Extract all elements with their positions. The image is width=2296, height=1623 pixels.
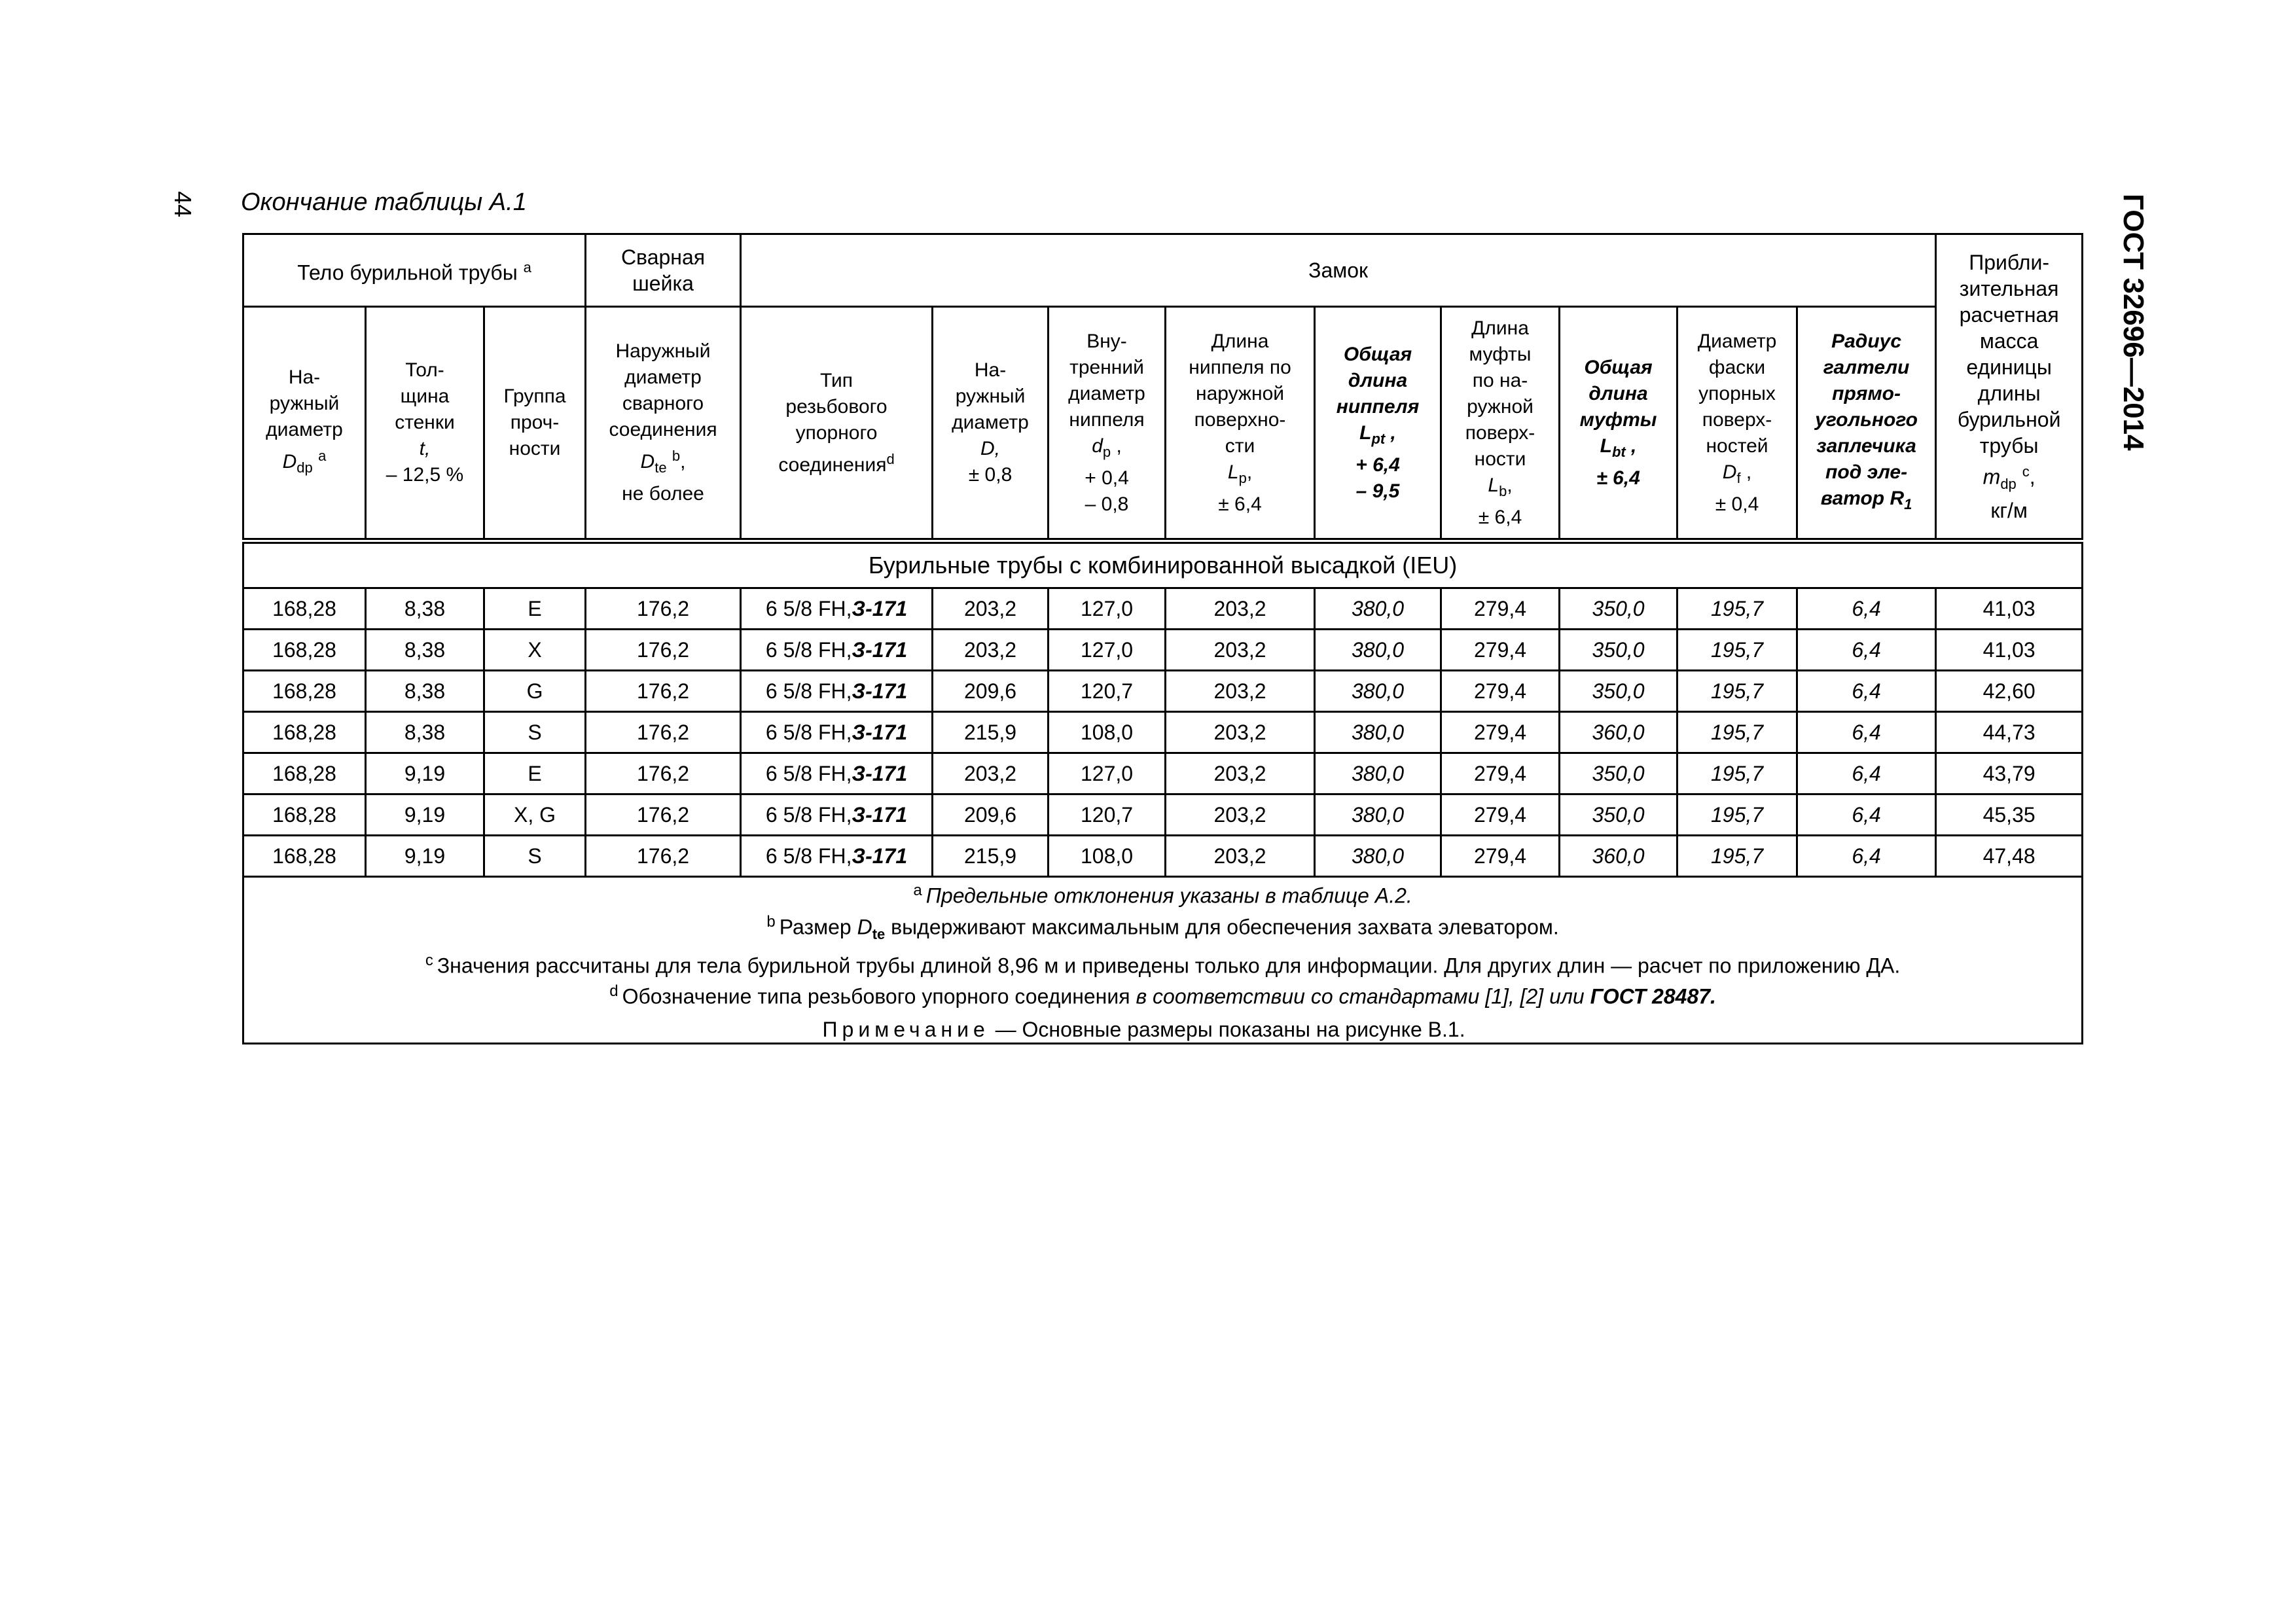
table-caption: Окончание таблицы А.1 [241, 188, 527, 216]
header-radius: Радиус галтели прямо- угольного заплечика под эле- ватор $R_1$ [1797, 307, 1936, 541]
header-grade: Группа проч- ности [484, 307, 586, 541]
cell-grade: E [484, 753, 586, 794]
cell-outer-diameter: 168,28 [243, 712, 366, 753]
cell-thread-type: 6 5/8 FH,З-171 [741, 794, 933, 836]
cell-pin-total: 380,0 [1315, 671, 1441, 712]
header-weld-diameter: Наружный диаметр сварного соединения $D_{te}$ $^b$, не более [586, 307, 741, 541]
footnote-d: $^d$ Обозначение типа резьбового упорного соединения в соответствии со стандартами [1], [2] или ГОСТ 28487. [609, 982, 1716, 1009]
cell-thread-type: 6 5/8 FH,З-171 [741, 630, 933, 671]
header-chamfer: Диаметр фаски упорных поверх- ностей $D_f$ , ± 0,4 [1677, 307, 1797, 541]
header-outer-diameter: На- ружный диаметр $D_{dp}$ $^a$ [243, 307, 366, 541]
cell-joint-od: 203,2 [933, 588, 1049, 630]
footnote-a: $^a$ Предельные отклонения указаны в таблице А.2. [913, 882, 1412, 908]
header-box-total: Общая длина муфты $L_{bt}$ , ± 6,4 [1560, 307, 1677, 541]
cell-box-length: 279,4 [1441, 712, 1560, 753]
cell-approx-mass: 47,48 [1936, 836, 2083, 877]
table-row [243, 794, 2083, 836]
cell-box-total: 350,0 [1560, 753, 1677, 794]
cell-outer-diameter: 168,28 [243, 671, 366, 712]
cell-wall-thickness: 8,38 [366, 630, 484, 671]
cell-radius: 6,4 [1797, 630, 1936, 671]
cell-box-length: 279,4 [1441, 588, 1560, 630]
cell-pin-length: 203,2 [1166, 794, 1315, 836]
cell-wall-thickness: 8,38 [366, 712, 484, 753]
standard-code: ГОСТ 32696—2014 [2117, 194, 2149, 451]
cell-thread-type: 6 5/8 FH,З-171 [741, 753, 933, 794]
cell-pin-length: 203,2 [1166, 753, 1315, 794]
footnote-c: $^c$ Значения рассчитаны для тела бурильной трубы длиной 8,96 м и приведены только для информации. Для других длин — расчет по приложению ДА. [425, 951, 1901, 978]
cell-box-total: 360,0 [1560, 836, 1677, 877]
cell-box-total: 350,0 [1560, 671, 1677, 712]
cell-joint-od: 209,6 [933, 671, 1049, 712]
cell-weld-diameter: 176,2 [586, 671, 741, 712]
table-row [243, 712, 2083, 753]
cell-thread-type: 6 5/8 FH,З-171 [741, 712, 933, 753]
cell-grade: S [484, 836, 586, 877]
footnote-b: $^b$ Размер $D_{te}$ выдерживают максимальным для обеспечения захвата элеватором. [766, 912, 1559, 942]
table-row [243, 630, 2083, 671]
cell-box-total: 350,0 [1560, 630, 1677, 671]
cell-wall-thickness: 8,38 [366, 588, 484, 630]
cell-weld-diameter: 176,2 [586, 753, 741, 794]
cell-pin-id: 127,0 [1049, 588, 1166, 630]
cell-pin-total: 380,0 [1315, 630, 1441, 671]
header-pin-length: Длина ниппеля по наружной поверхно- сти $L_p$, ± 6,4 [1166, 307, 1315, 541]
cell-wall-thickness: 9,19 [366, 753, 484, 794]
cell-grade: G [484, 671, 586, 712]
cell-pin-total: 380,0 [1315, 712, 1441, 753]
cell-outer-diameter: 168,28 [243, 588, 366, 630]
header-wall-thickness: Тол- щина стенки t, – 12,5 % [366, 307, 484, 541]
cell-wall-thickness: 8,38 [366, 671, 484, 712]
cell-approx-mass: 41,03 [1936, 630, 2083, 671]
cell-radius: 6,4 [1797, 588, 1936, 630]
cell-box-length: 279,4 [1441, 753, 1560, 794]
cell-approx-mass: 42,60 [1936, 671, 2083, 712]
cell-radius: 6,4 [1797, 712, 1936, 753]
cell-chamfer: 195,7 [1677, 630, 1797, 671]
cell-pin-id: 127,0 [1049, 630, 1166, 671]
footnotes [243, 877, 2083, 1044]
cell-pin-total: 380,0 [1315, 588, 1441, 630]
cell-pin-id: 127,0 [1049, 753, 1166, 794]
cell-pin-length: 203,2 [1166, 836, 1315, 877]
cell-thread-type: 6 5/8 FH,З-171 [741, 671, 933, 712]
cell-grade: X, G [484, 794, 586, 836]
cell-chamfer: 195,7 [1677, 588, 1797, 630]
cell-outer-diameter: 168,28 [243, 630, 366, 671]
cell-pin-length: 203,2 [1166, 630, 1315, 671]
cell-approx-mass: 43,79 [1936, 753, 2083, 794]
cell-outer-diameter: 168,28 [243, 794, 366, 836]
cell-outer-diameter: 168,28 [243, 753, 366, 794]
cell-box-total: 350,0 [1560, 794, 1677, 836]
cell-box-length: 279,4 [1441, 630, 1560, 671]
table-row [243, 836, 2083, 877]
cell-weld-diameter: 176,2 [586, 712, 741, 753]
table-row [243, 671, 2083, 712]
cell-radius: 6,4 [1797, 753, 1936, 794]
header-approx-mass: Прибли- зительная расчетная масса единицы длины бурильной трубы $m_{dp}$ $^c$, кг/м [1936, 234, 2083, 541]
header-pin-total: Общая длина ниппеля $L_{pt}$ , + 6,4 – 9,5 [1315, 307, 1441, 541]
cell-wall-thickness: 9,19 [366, 794, 484, 836]
cell-thread-type: 6 5/8 FH,З-171 [741, 836, 933, 877]
cell-weld-diameter: 176,2 [586, 588, 741, 630]
cell-wall-thickness: 9,19 [366, 836, 484, 877]
header-joint-od: На- ружный диаметр D, ± 0,8 [933, 307, 1049, 541]
header-pipe-body: Тело бурильной трубы $^a$ [243, 234, 586, 307]
cell-radius: 6,4 [1797, 671, 1936, 712]
cell-pin-total: 380,0 [1315, 794, 1441, 836]
cell-pin-id: 108,0 [1049, 712, 1166, 753]
cell-grade: S [484, 712, 586, 753]
cell-approx-mass: 44,73 [1936, 712, 2083, 753]
cell-outer-diameter: 168,28 [243, 836, 366, 877]
note: Примечание — Основные размеры показаны на рисунке В.1. [822, 1018, 1465, 1042]
dimensions-table [242, 233, 2083, 1044]
cell-chamfer: 195,7 [1677, 794, 1797, 836]
cell-chamfer: 195,7 [1677, 753, 1797, 794]
cell-grade: E [484, 588, 586, 630]
cell-pin-length: 203,2 [1166, 588, 1315, 630]
header-tool-joint: Замок [741, 234, 1936, 307]
cell-weld-diameter: 176,2 [586, 836, 741, 877]
cell-box-length: 279,4 [1441, 794, 1560, 836]
cell-chamfer: 195,7 [1677, 836, 1797, 877]
cell-pin-id: 108,0 [1049, 836, 1166, 877]
cell-box-total: 350,0 [1560, 588, 1677, 630]
cell-thread-type: 6 5/8 FH,З-171 [741, 588, 933, 630]
cell-pin-length: 203,2 [1166, 712, 1315, 753]
header-box-length: Длина муфты по на- ружной поверх- ности $L_b$, ± 6,4 [1441, 307, 1560, 541]
cell-radius: 6,4 [1797, 836, 1936, 877]
cell-pin-total: 380,0 [1315, 836, 1441, 877]
cell-box-total: 360,0 [1560, 712, 1677, 753]
header-pin-id: Вну- тренний диаметр ниппеля $d_p$ , + 0,4 – 0,8 [1049, 307, 1166, 541]
cell-pin-id: 120,7 [1049, 794, 1166, 836]
cell-pin-length: 203,2 [1166, 671, 1315, 712]
cell-joint-od: 215,9 [933, 712, 1049, 753]
cell-radius: 6,4 [1797, 794, 1936, 836]
cell-joint-od: 215,9 [933, 836, 1049, 877]
cell-weld-diameter: 176,2 [586, 794, 741, 836]
cell-box-length: 279,4 [1441, 671, 1560, 712]
cell-chamfer: 195,7 [1677, 671, 1797, 712]
cell-chamfer: 195,7 [1677, 712, 1797, 753]
cell-grade: X [484, 630, 586, 671]
header-weld-neck: Сварная шейка [586, 234, 741, 307]
cell-weld-diameter: 176,2 [586, 630, 741, 671]
cell-joint-od: 203,2 [933, 753, 1049, 794]
table-row [243, 753, 2083, 794]
group-title: Бурильные трубы с комбинированной высадкой (IEU) [243, 541, 2083, 588]
header-thread-type: Тип резьбового упорного соединения$^d$ [741, 307, 933, 541]
cell-pin-id: 120,7 [1049, 671, 1166, 712]
cell-approx-mass: 41,03 [1936, 588, 2083, 630]
table-row [243, 588, 2083, 630]
cell-joint-od: 209,6 [933, 794, 1049, 836]
cell-box-length: 279,4 [1441, 836, 1560, 877]
cell-approx-mass: 45,35 [1936, 794, 2083, 836]
cell-pin-total: 380,0 [1315, 753, 1441, 794]
page-number: 44 [170, 191, 196, 218]
cell-joint-od: 203,2 [933, 630, 1049, 671]
